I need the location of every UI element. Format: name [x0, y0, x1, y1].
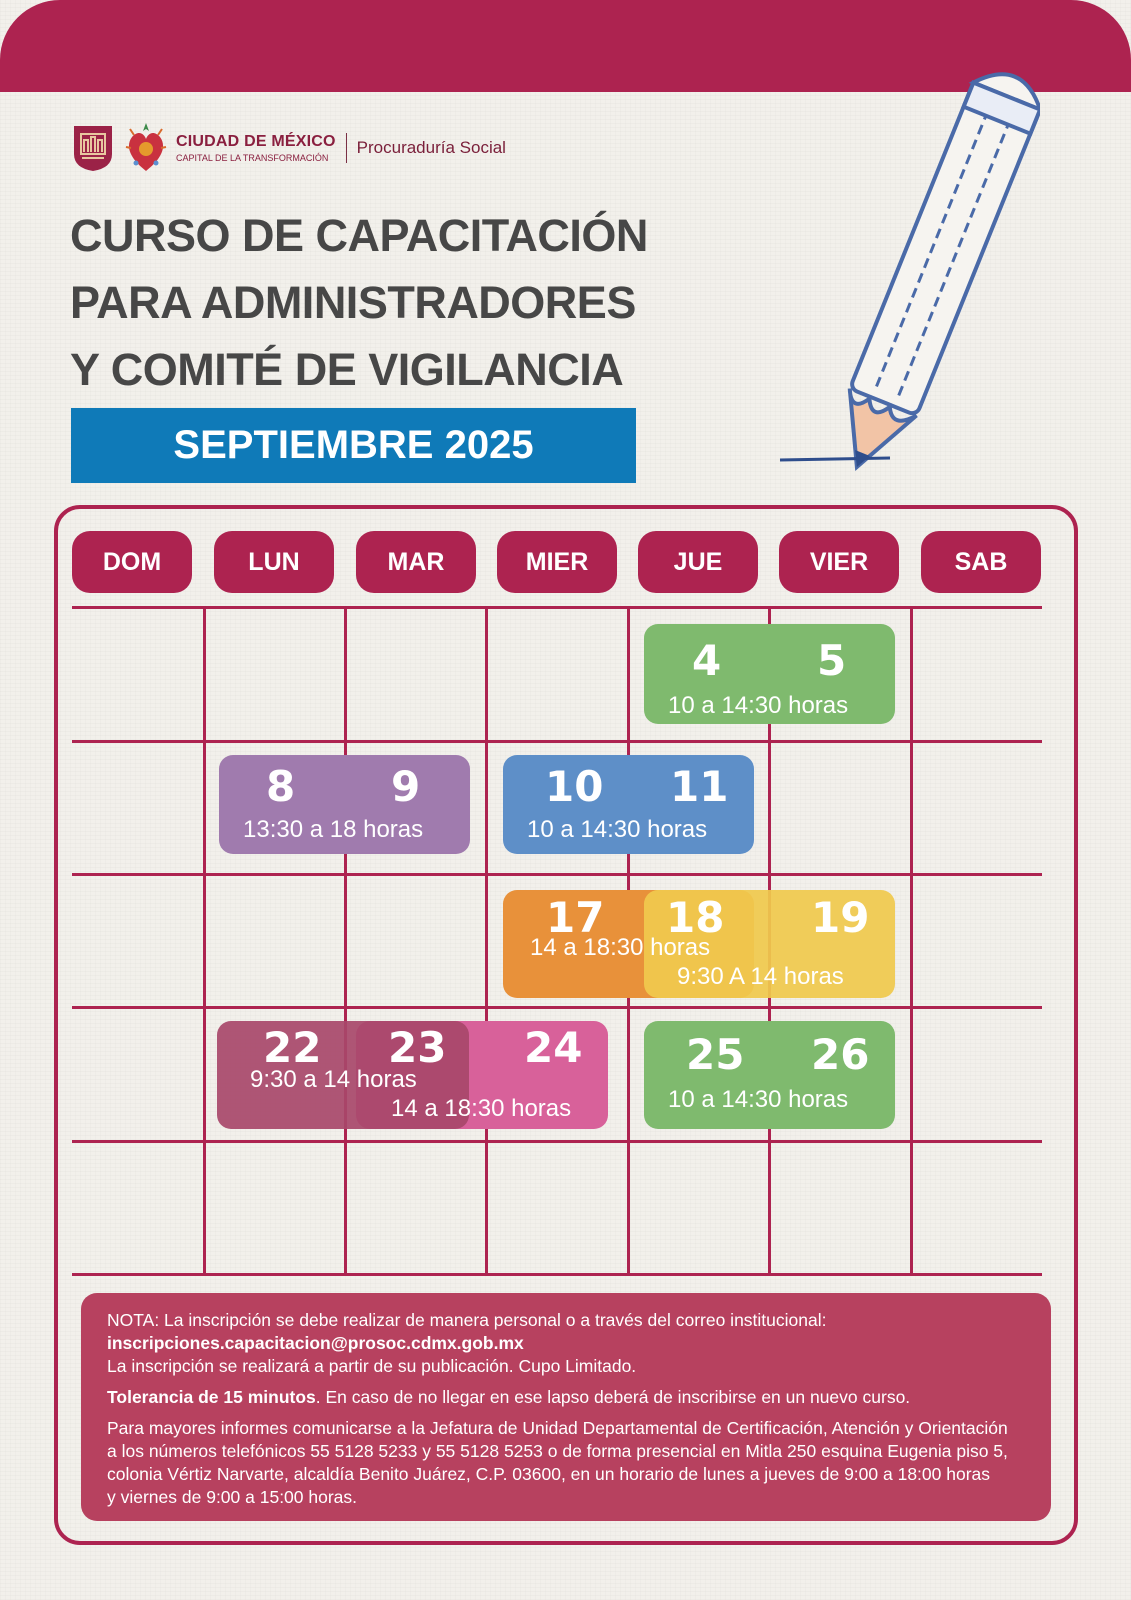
event-hours: 13:30 a 18 horas	[243, 816, 424, 843]
note-box	[81, 1293, 1051, 1521]
day-number: 8	[266, 762, 296, 811]
grid-line	[72, 1273, 1042, 1276]
logo-divider	[346, 133, 347, 163]
tolerance-text: . En caso de no llegar en ese lapso deberá de inscribirse en un nuevo curso.	[315, 1387, 911, 1407]
day-number: 5	[817, 636, 847, 685]
weekday-mier: MIER	[497, 531, 617, 593]
city-block	[176, 133, 336, 163]
heart-emblem-icon	[124, 119, 168, 177]
pencil-icon	[760, 40, 1040, 490]
info-line: Para mayores informes comunicarse a la Jefatura de Unidad Departamental de Certificación, Atención y Orientación	[107, 1418, 1008, 1438]
grid-line	[485, 606, 488, 1274]
day-number: 19	[811, 893, 870, 942]
day-number: 22	[263, 1023, 322, 1072]
weekday-mar: MAR	[356, 531, 476, 593]
event-hours: 9:30 A 14 horas	[677, 963, 844, 990]
tolerance-label: Tolerancia de 15 minutos	[107, 1387, 316, 1407]
grid-line	[72, 1140, 1042, 1143]
page-title	[70, 202, 690, 403]
title-line-3: Y COMITÉ DE VIGILANCIA	[70, 344, 624, 395]
grid-line	[72, 1006, 1042, 1009]
day-number: 10	[545, 762, 604, 811]
day-number: 23	[388, 1023, 447, 1072]
day-number: 18	[666, 893, 725, 942]
header-logos	[72, 118, 506, 178]
weekday-sab: SAB	[921, 531, 1041, 593]
cdmx-shield-icon	[72, 124, 114, 172]
event-hours: 14 a 18:30 horas	[391, 1095, 572, 1122]
weekday-vier: VIER	[779, 531, 899, 593]
weekday-jue: JUE	[638, 531, 758, 593]
grid-line	[344, 606, 347, 1274]
day-number: 11	[670, 762, 729, 811]
weekday-lun: LUN	[214, 531, 334, 593]
event-hours: 10 a 14:30 horas	[527, 816, 708, 843]
grid-line	[72, 740, 1042, 743]
city-tagline: CAPITAL DE LA TRANSFORMACIÓN	[176, 153, 329, 163]
event-hours: 14 a 18:30 horas	[530, 934, 711, 961]
info-line: colonia Vértiz Narvarte, alcaldía Benito Juárez, C.P. 03600, en un horario de lunes a jueves de 9:00 a 18:00 horas	[107, 1464, 991, 1484]
grid-line	[72, 606, 1042, 609]
note-line: La inscripción se realizará a partir de su publicación. Cupo Limitado.	[107, 1356, 637, 1376]
month-banner: SEPTIEMBRE 2025	[71, 408, 636, 483]
day-number: 25	[686, 1030, 745, 1079]
email-link[interactable]: inscripciones.capacitacion@prosoc.cdmx.gob.mx	[107, 1333, 524, 1353]
title-line-2: PARA ADMINISTRADORES	[70, 277, 636, 328]
event-hours: 9:30 a 14 horas	[250, 1066, 417, 1093]
agency-name: Procuraduría Social	[356, 138, 506, 157]
event-hours: 10 a 14:30 horas	[668, 1086, 849, 1113]
day-number: 24	[524, 1023, 583, 1072]
grid-line	[910, 606, 913, 1274]
info-line: a los números telefónicos 55 5128 5233 y 55 5128 5253 o de forma presencial en Mitla 250 esquina Eugenia piso 5,	[107, 1441, 1008, 1461]
city-name: CIUDAD DE MÉXICO	[176, 133, 336, 150]
event-hours: 10 a 14:30 horas	[668, 692, 849, 719]
day-number: 17	[546, 893, 605, 942]
info-line: y viernes de 9:00 a 15:00 horas.	[107, 1487, 358, 1507]
grid-line	[72, 873, 1042, 876]
weekday-dom: DOM	[72, 531, 192, 593]
grid-line	[203, 606, 206, 1274]
note-line: NOTA: La inscripción se debe realizar de manera personal o a través del correo institucional:	[107, 1310, 827, 1330]
title-line-1: CURSO DE CAPACITACIÓN	[70, 210, 648, 261]
day-number: 26	[811, 1030, 870, 1079]
day-number: 9	[391, 762, 421, 811]
day-number: 4	[692, 636, 722, 685]
